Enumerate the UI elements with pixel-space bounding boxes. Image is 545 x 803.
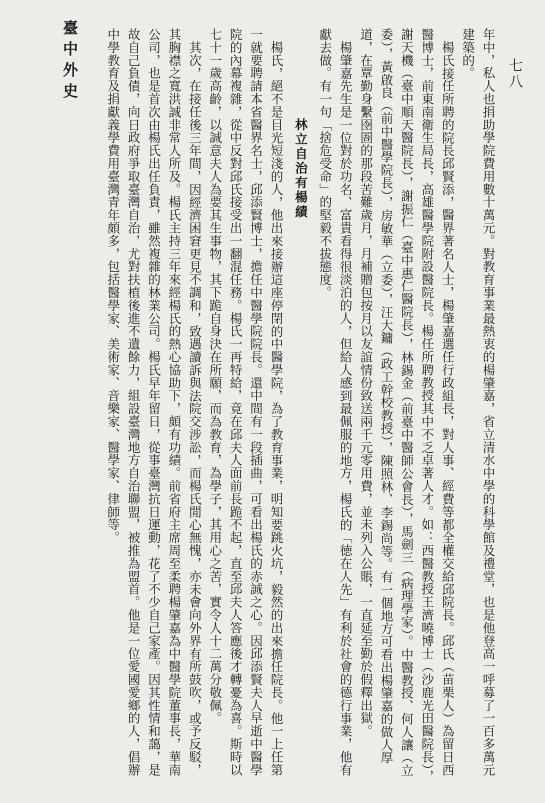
page-number: 七八 xyxy=(507,58,523,90)
paragraph: 楊肇嘉先生是一位對於功名、富貴看得很淡泊的人，但給人感到最佩服的地方，楊氏的「徳在人先」有利於社會的德行事業，他有獻去做。有一句「捨危受命」的堅毅不拔態度。 xyxy=(317,28,354,776)
vertical-text-body xyxy=(105,28,498,783)
section-heading: 林立自治有楊績 xyxy=(293,118,309,220)
paragraph: 楊氏，絕不是目光短淺的人，他出來接辦這座停閉的中醫學院，為了教育事業，明知要跳火坑，毅然的出來擔任院長。他一上任第一就要聘請本省醫界名士，邱添賢博士，擔任中醫學院院長。還中間有一段插曲，可看出楊氏的赤誠之心。因邱添賢夫人早逝中醫學院的內幕複雜，從中反對邱氏接受出一翻混任務。楊氏一再特給，竟在邱夫人面前長跪不起，直至邱夫人答應後才轉憂為喜。斯時以七十一歲高齡，以誠意夫人為要其生事物，其下跪自身決在所願，而為教育，為學子，其用心之苦，實令人十二萬分敬佩。 xyxy=(207,28,284,777)
running-title: 臺中外史 xyxy=(61,20,79,104)
paragraph: 年中，私人也捐助學院費用數十萬元。對教育事業最熱衷的楊肇嘉，省立清水中學的科學館及禮堂，也是他登高一呼募了一百多萬元建築的。 xyxy=(460,28,496,777)
paragraph: 其次，在接任後三年間，因經濟困窘更見不調和，致遇讀訴與法院交涉訟，而楊氏閒心無愧，亦未會向外界有所鼓吹，或予反駁，其胸襟之寬洪誠非常人所及。楊氏主持三年來經楊氏的熱心協助下，頗有功績。前省府主席周至柔聘楊肇嘉為中醫學院董事長，華南公司，也是首次由楊氏出任負責，雖然複雜的林業公司。楊氏早年留日，從事臺灣抗日運動，花了不少自己家產。因其性情和藹，是故自己負債，向日政府爭取臺灣自治，尤對扶植後進不遺餘力，組設臺灣地方自治聯盟，被推為盟首。他是一位愛國愛鄉的人，倡辦中學教育及捐獻義學費用臺灣青年頗多，包括醫學家、美術家、音樂家、醫學家、律師等。 xyxy=(105,28,203,777)
paragraph: 楊氏接任所聘的院長邱賢添，醫界著名人士，楊肇嘉選任行政組長，對人事、經費等都全權交給邱院長。邱氏（苗栗人）為留日西醫博士，前東南衛生局長，高雄醫學院附設醫院長。楊任所聘教授其中不乏卓著人才。如：西醫教授王濟曉博士（沙鹿光田醫院長），謝天機（臺中順天醫院長），謝振仁（臺中惠仁醫院長），林錫金（前臺中醫師公會長），馬劍三（病理學家）。中醫教授、何人讓（立委），黃啟良（前中醫學院長），房敏華（立委），汪大鏞（政工幹校教授），陳照林、李錫尚等。有一個地方可看出楊肇嘉的做人厚道，在覃勤身繫囹圄的那段苦難歲月，月補贈包按月以友誼情份致送兩千元零用費，並未列入公賬，一直延至勤於假釋出獄。 xyxy=(358,28,456,783)
